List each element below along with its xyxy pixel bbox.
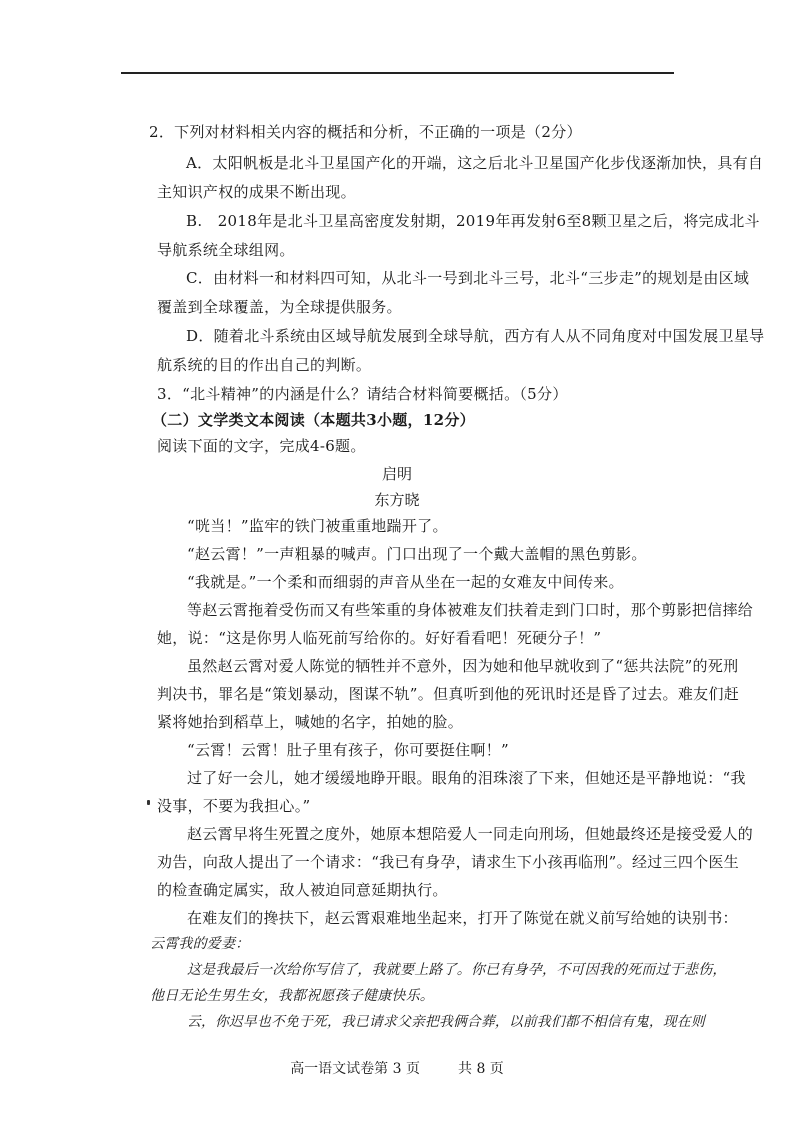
story-paragraph: “咣当！”监牢的铁门被重重地踹开了。 xyxy=(187,517,448,535)
story-paragraph: “云霄！云霄！肚子里有孩子，你可要挺住啊！” xyxy=(187,741,509,759)
story-paragraph: 虽然赵云霄对爱人陈觉的牺牲并不意外，因为她和他早就收到了“惩共法院”的死刑 xyxy=(187,657,739,675)
q2-option-a-line2: 主知识产权的成果不断出现。 xyxy=(157,183,356,201)
story-paragraph: 紧将她抬到稻草上，喊她的名字，拍她的脸。 xyxy=(157,713,464,731)
story-title: 启明 xyxy=(381,465,412,483)
story-paragraph: 过了好一会儿，她才缓缓地睁开眼。眼角的泪珠滚了下来，但她还是平静地说：“我 xyxy=(187,769,746,787)
q2-option-c-line1: C．由材料一和材料四可知，从北斗一号到北斗三号，北斗“三步走”的规划是由区域 xyxy=(186,269,750,287)
section2-heading: （二）文学类文本阅读（本题共3小题，12分） xyxy=(152,411,475,429)
story-paragraph: 她，说：“这是你男人临死前写给你的。好好看看吧！死硬分子！” xyxy=(157,629,602,647)
story-paragraph: 赵云霄早将生死置之度外，她原本想陪爱人一同走向刑场，但她最终还是接受爱人的 xyxy=(187,825,754,843)
q2-option-d-line1: D．随着北斗系统由区域导航发展到全球导航，西方有人从不同角度对中国发展卫星导 xyxy=(186,327,765,345)
q3-stem: 3．“北斗精神”的内涵是什么？请结合材料简要概括。（5分） xyxy=(157,385,568,403)
story-paragraph: “赵云霄！”一声粗暴的喊声。门口出现了一个戴大盖帽的黑色剪影。 xyxy=(187,545,647,563)
story-paragraph: 判决书，罪名是“策划暴动，图谋不轨”。但真听到他的死讯时还是昏了过去。难友们赶 xyxy=(157,685,740,703)
letter-paragraph: 这是我最后一次给你写信了，我就要上路了。你已有身孕，不可因我的死而过于悲伤， xyxy=(187,962,727,978)
q2-option-c-line2: 覆盖到全球覆盖，为全球提供服务。 xyxy=(157,298,402,316)
story-author: 东方晓 xyxy=(374,491,420,509)
q2-option-b-line2: 导航系统全球组网。 xyxy=(157,241,295,259)
footer-total-pages: 共 8 页 xyxy=(458,1061,504,1077)
story-paragraph: 等赵云霄拖着受伤而又有些笨重的身体被难友们扶着走到门口时，那个剪影把信摔给 xyxy=(187,601,754,619)
header-rule xyxy=(121,72,674,74)
letter-salutation: 云霄我的爱妻： xyxy=(150,936,250,952)
story-paragraph: 没事，不要为我担心。” xyxy=(157,797,311,815)
story-paragraph: 的检查确定属实，敌人被迫同意延期执行。 xyxy=(157,881,448,899)
story-paragraph: “我就是。”一个柔和而细弱的声音从坐在一起的女难友中间传来。 xyxy=(187,573,624,591)
story-paragraph: 劝告，向敌人提出了一个请求：“我已有身孕，请求生下小孩再临刑”。经过三四个医生 xyxy=(157,853,740,871)
story-paragraph: 在难友们的搀扶下，赵云霄艰难地坐起来，打开了陈觉在就义前写给她的诀别书： xyxy=(187,909,738,927)
q2-option-b-line1: B. 2018年是北斗卫星高密度发射期，2019年再发射6至8颗卫星之后，将完成北斗 xyxy=(186,212,760,230)
scan-mark xyxy=(147,800,150,805)
letter-paragraph: 云，你迟早也不免于死，我已请求父亲把我俩合葬，以前我们都不相信有鬼，现在则 xyxy=(187,1014,705,1030)
section2-instruction: 阅读下面的文字，完成4-6题。 xyxy=(157,437,366,455)
footer-page-label: 高一语文试卷第 3 页 xyxy=(290,1061,420,1077)
letter-paragraph: 他日无论生男生女，我都祝愿孩子健康快乐。 xyxy=(150,988,434,1004)
q2-option-a-line1: A．太阳帆板是北斗卫星国产化的开端，这之后北斗卫星国产化步伐逐渐加快，具有自 xyxy=(186,154,764,172)
page-footer xyxy=(0,1060,794,1078)
q2-option-d-line2: 航系统的目的作出自己的判断。 xyxy=(157,356,372,374)
q2-stem: 2．下列对材料相关内容的概括和分析，不正确的一项是（2分） xyxy=(149,123,582,141)
